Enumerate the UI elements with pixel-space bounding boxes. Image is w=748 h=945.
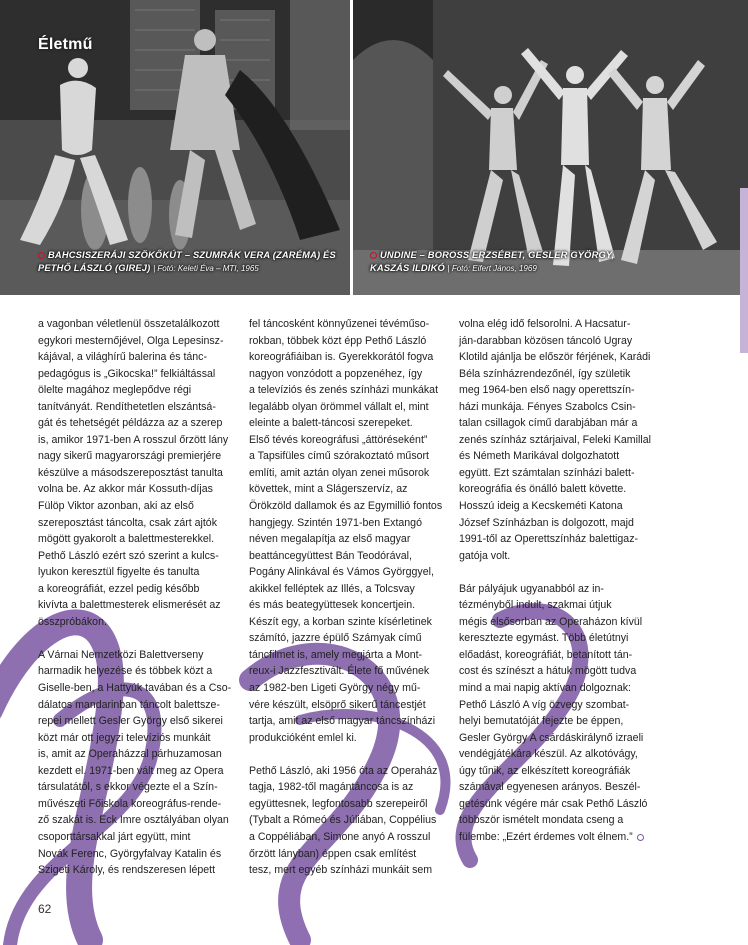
photo-bahcsiszeraji [0, 0, 350, 295]
photo-undine [353, 0, 748, 295]
paragraph: Bár pályájuk ugyanabból az in- tézményből indult, szakmai útjuk mégis elsősorban az Operaházon kívül keresztezte egymást. Több életútnyi előadást, koreográfiát, betanított tán- cost és színészt a hátuk mögött tudva mind a mai napig aktívan dolgoznak: Pethő László A víg özvegy szombat- helyi bemutatóját fejezte be éppen, Gesler György A csárdáskirálynő izraeli vendégjátékára készül. Az alkotóvágy, úgy tűnik, az elkészített koreográfiák számával egyenesen arányos. Beszél- getésünk végére már csak Pethő László többször ismételt mondata cseng a fülembe: „Ezért érdemes volt élnem.” [459, 582, 648, 843]
caption-bullet-icon [38, 252, 45, 259]
text-column-1 [38, 316, 234, 895]
section-label: Életmű [38, 36, 93, 53]
caption-credit: | Fotó: Eifert János, 1969 [447, 263, 537, 273]
text-column-2 [249, 316, 445, 895]
paragraph: fel táncosként könnyűzenei tévéműso- rokban, többek közt épp Pethő László koreográfiáiban is. Gyerekkorától fogva nagyon vonzódott a popzenéhez, így a televíziós és zenés színházi munkákat legalább olyan örömmel vállalt el, mint eleinte a balett-táncosi szerepeket. Első tévés koreográfusi „áttöréseként” a Tapsifüles című szórakoztató műsort említi, amit aztán olyan zenei műsorok követtek, mint a Slágerszervíz, az Örökzöld dallamok és az Egymillió fontos hangjegy. Szintén 1971-ben Extangó néven megalapítja az első magyar beattáncegyüttest Bán Teodórával, Pogány Alinkával és Vámos Györggyel, akikkel felléptek az Illés, a Tolcsvay és más beategyüttesek koncertjein. Készít egy, a korban szinte kísérletinek számító, jazzre épülő Számyak című táncfilmet is, amely megjárta a Mont- reux-i Jazzfesztivált. Élete fő művének az 1982-ben Ligeti György négy mű- vére készült, elsöprő sikerű táncestjét tartja, amit az első magyar táncszínházi produkcióként emlel ki. [249, 318, 443, 744]
caption-credit: | Fotó: Keleti Éva – MTI, 1965 [153, 263, 259, 273]
photo-caption [38, 249, 343, 275]
page-number: 62 [38, 902, 52, 916]
photo-caption [370, 249, 740, 275]
caption-bullet-icon [370, 252, 377, 259]
paragraph: Pethő László, aki 1956 óta az Operaház tagja, 1982-től magántáncosa is az együttesnek, legfontosabb szerepeiről (Tybalt a Rómeó és Júliában, Coppélius a Coppéliában, Simone anyó A rosszul őrzött lányban) éppen csak említést tesz, mert egyéb színházi munkáit sem [249, 764, 438, 877]
side-tab [740, 188, 748, 353]
paragraph: A Várnai Nemzetközi Balettverseny harmadik helyezése és többek közt a Giselle-ben, a Hattyúk tavában és a Cso- dálatos mandarinban táncolt balettsze- repei mellett Gesler György első sikerei közt már ott jegyzi televíziós munkáit is, amit az Operaházzal párhuzamosan kezdett el. 1971-ben vált meg az Opera társulatától, s ekkor végezte el a Szín- művészeti Főiskola koreográfus-rende- ző szakát is. Eck Imre osztályában olyan csoporttársakkal járt együtt, mint Novák Ferenc, Györgyfalvay Katalin és Szigeti Károly, és rendszeresen lépett [38, 648, 232, 877]
end-of-article-icon [637, 834, 644, 841]
caption-title: UNDINE – BOROSS ERZSÉBET, GESLER GYÖRGY, KASZÁS ILDIKÓ [370, 250, 615, 273]
paragraph: volna elég idő felsorolni. A Hacsatur- ján-darabban közösen táncoló Ugray Klotild ajánlja be először férjének, Karádi Béla színházrendezőnél, így születik meg 1964-ben első nagy operettszín- házi munkája. Fényes Szabolcs Csin- talan csillagok című darabjában már a zenés színház sztárjaival, Feleki Kamillal és Németh Marikával dolgozhatott együtt. Ezt számtalan színházi balett- koreográfia és önálló balett követte. Hosszú ideig a Kecskeméti Katona József Színházban is dolgozott, majd 1991-től az Operettszínház balettigaz- gatója volt. [459, 318, 651, 562]
caption-title: BAHCSISZERÁJI SZÖKŐKÚT – SZUMRÁK VERA (ZARÉMA) ÉS PETHŐ LÁSZLÓ (GIREJ) [38, 250, 336, 273]
paragraph: a vagonban véletlenül összetalálkozott egykori mesternőjével, Olga Lepesinsz- kájával, a világhírű balerina és tánc- pedagógus is „Gikocska!” felkiáltással ölelte magához meglepődve régi tanítványát. Rendíthetetlen elszántsá- gát és tehetségét példázza az a szerep is, amikor 1971-ben A rosszul őrzött lány nagy sikerű magyarországi premierjére készülve a másodszereposztást tanulta volna be. Az akkor már Kossuth-díjas Fülöp Viktor azonban, aki az első szereposztást táncolta, csak zárt ajtók mögött gyakorolt a balettmesterekkel. Pethő László ezért szó szerint a kulcs- lyukon keresztül figyelte és tanulta a koreográfiát, ezzel pedig később kivívta a balettmesterek elismerését az összpróbákon. [38, 318, 229, 628]
text-column-3 [459, 316, 655, 862]
